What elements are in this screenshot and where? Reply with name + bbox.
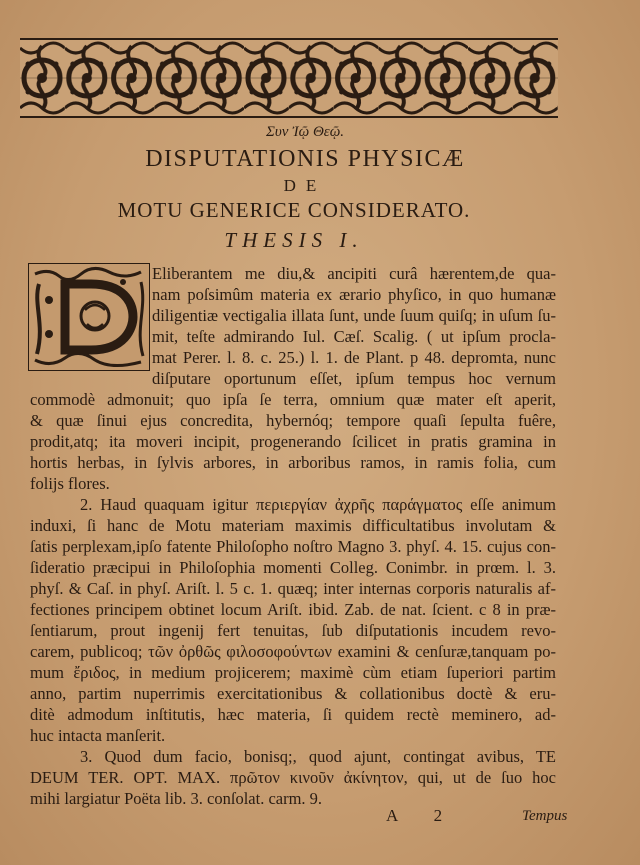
text-line-8: & quæ ſinui ejus concredita, hybernóq; tempore quaſi ſepulta fuêre, [30, 411, 556, 430]
text-line-5: mat Perer. l. 8. c. 25.) l. 1. de Plant. p 48. depromta, nunc [152, 348, 556, 367]
text-line-26: mihi largiatur Poëta lib. 3. conſolat. carm. 9. [30, 789, 323, 808]
text-line-12: 2. Haud quaquam igitur περιεργίαν ἀχρῆς παράγματος eſſe animum [80, 495, 556, 514]
text-line-1: Eliberantem me diu,& ancipiti curâ hærentem,de qua- [152, 264, 556, 283]
text-line-7: commodè admonuit; quo ipſa ſe terra, omnium quæ mater eſt aperit, [30, 390, 556, 409]
text-line-11: folijs flores. [30, 474, 110, 493]
title-line-3: MOTU GENERICE CONSIDERATO. [117, 198, 471, 222]
catchword: Tempus [522, 808, 568, 824]
decorated-initial-d [28, 263, 150, 371]
text-line-10: hortis herbas, in ſylvis arbores, in arboribus ramos, in ramis folia, cum [30, 453, 556, 472]
text-line-21: anno, partim nuperrimis exercitationibus & collationibus doctè & eru- [30, 684, 556, 703]
text-line-13: induxi, ſi hanc de Motu materiam maximis difficultatibus involutam & [30, 516, 556, 535]
text-line-18: ſentiarum, prout ingenij fert tenuitas, ſub diſputationis incudem revo- [30, 621, 556, 640]
text-line-4: mit, teſte admirando Iul. Cæſ. Scalig. ( ut ipſum procla- [152, 327, 556, 346]
decorative-headpiece [20, 38, 558, 118]
text-line-2: nam poſsimûm materia ex ærario phyſico, in quo humanæ [152, 285, 556, 304]
thesis-heading: THESIS I. [224, 228, 364, 252]
text-line-14: ſatis perplexam,ipſo fatente Philoſopho noſtro Magno 3. phyſ. 4. 15. cujus con- [30, 537, 556, 556]
text-line-25: DEUM TER. OPT. MAX. πρῶτον κινοῦν ἀκίνητον, qui, ut de ſuo hoc [30, 768, 556, 787]
invocation: Συν Ἰῷ Θεῷ. [265, 124, 345, 140]
text-line-22: ditè admodum inſtitutis, hæc materia, ſi quidem rectè meminero, ad- [30, 705, 556, 724]
text-line-9: prodit,atq; ita moveri incipit, progenerando ſcilicet in pratis gramina in [30, 432, 556, 451]
text-line-6: diſputare oportunum eſſet, ipſum tempus hoc vernum [152, 369, 556, 388]
text-line-3: diligentiæ vectigalia illata ſunt, unde ſuum quiſq; in uſum ſu- [152, 306, 556, 325]
text-line-23: huc intacta manſerit. [30, 726, 166, 745]
text-line-19: carem, publicoq; τῶν ὀρθῶς φιλοσοφούντων examini & cenſuræ,tanquam po- [30, 642, 556, 661]
signature-mark: A 2 [386, 806, 459, 825]
text-line-16: phyſ. & Caſ. in phyſ. Ariſt. l. 5 c. 1. quæq; inter internas corporis naturalis af- [30, 579, 556, 598]
text-line-20: mum ἔριδος, in medium projicerem; maximè cùm etiam ſuperiori partim [30, 663, 556, 682]
text-line-17: fectiones principem obtinet locum Ariſt. ibid. Zab. de nat. ſcient. c 8 in præ- [30, 600, 556, 619]
title-line-1: DISPUTATIONIS PHYSICÆ [145, 146, 465, 172]
title-line-2: DE [283, 176, 327, 195]
text-line-15: ſideratio præcipui in Philoſophia momenti Colleg. Conimbr. in prœm. l. 3. [30, 558, 556, 577]
text-line-24: 3. Quod dum facio, bonisq;, quod ajunt, contingat avibus, TE [80, 747, 556, 766]
